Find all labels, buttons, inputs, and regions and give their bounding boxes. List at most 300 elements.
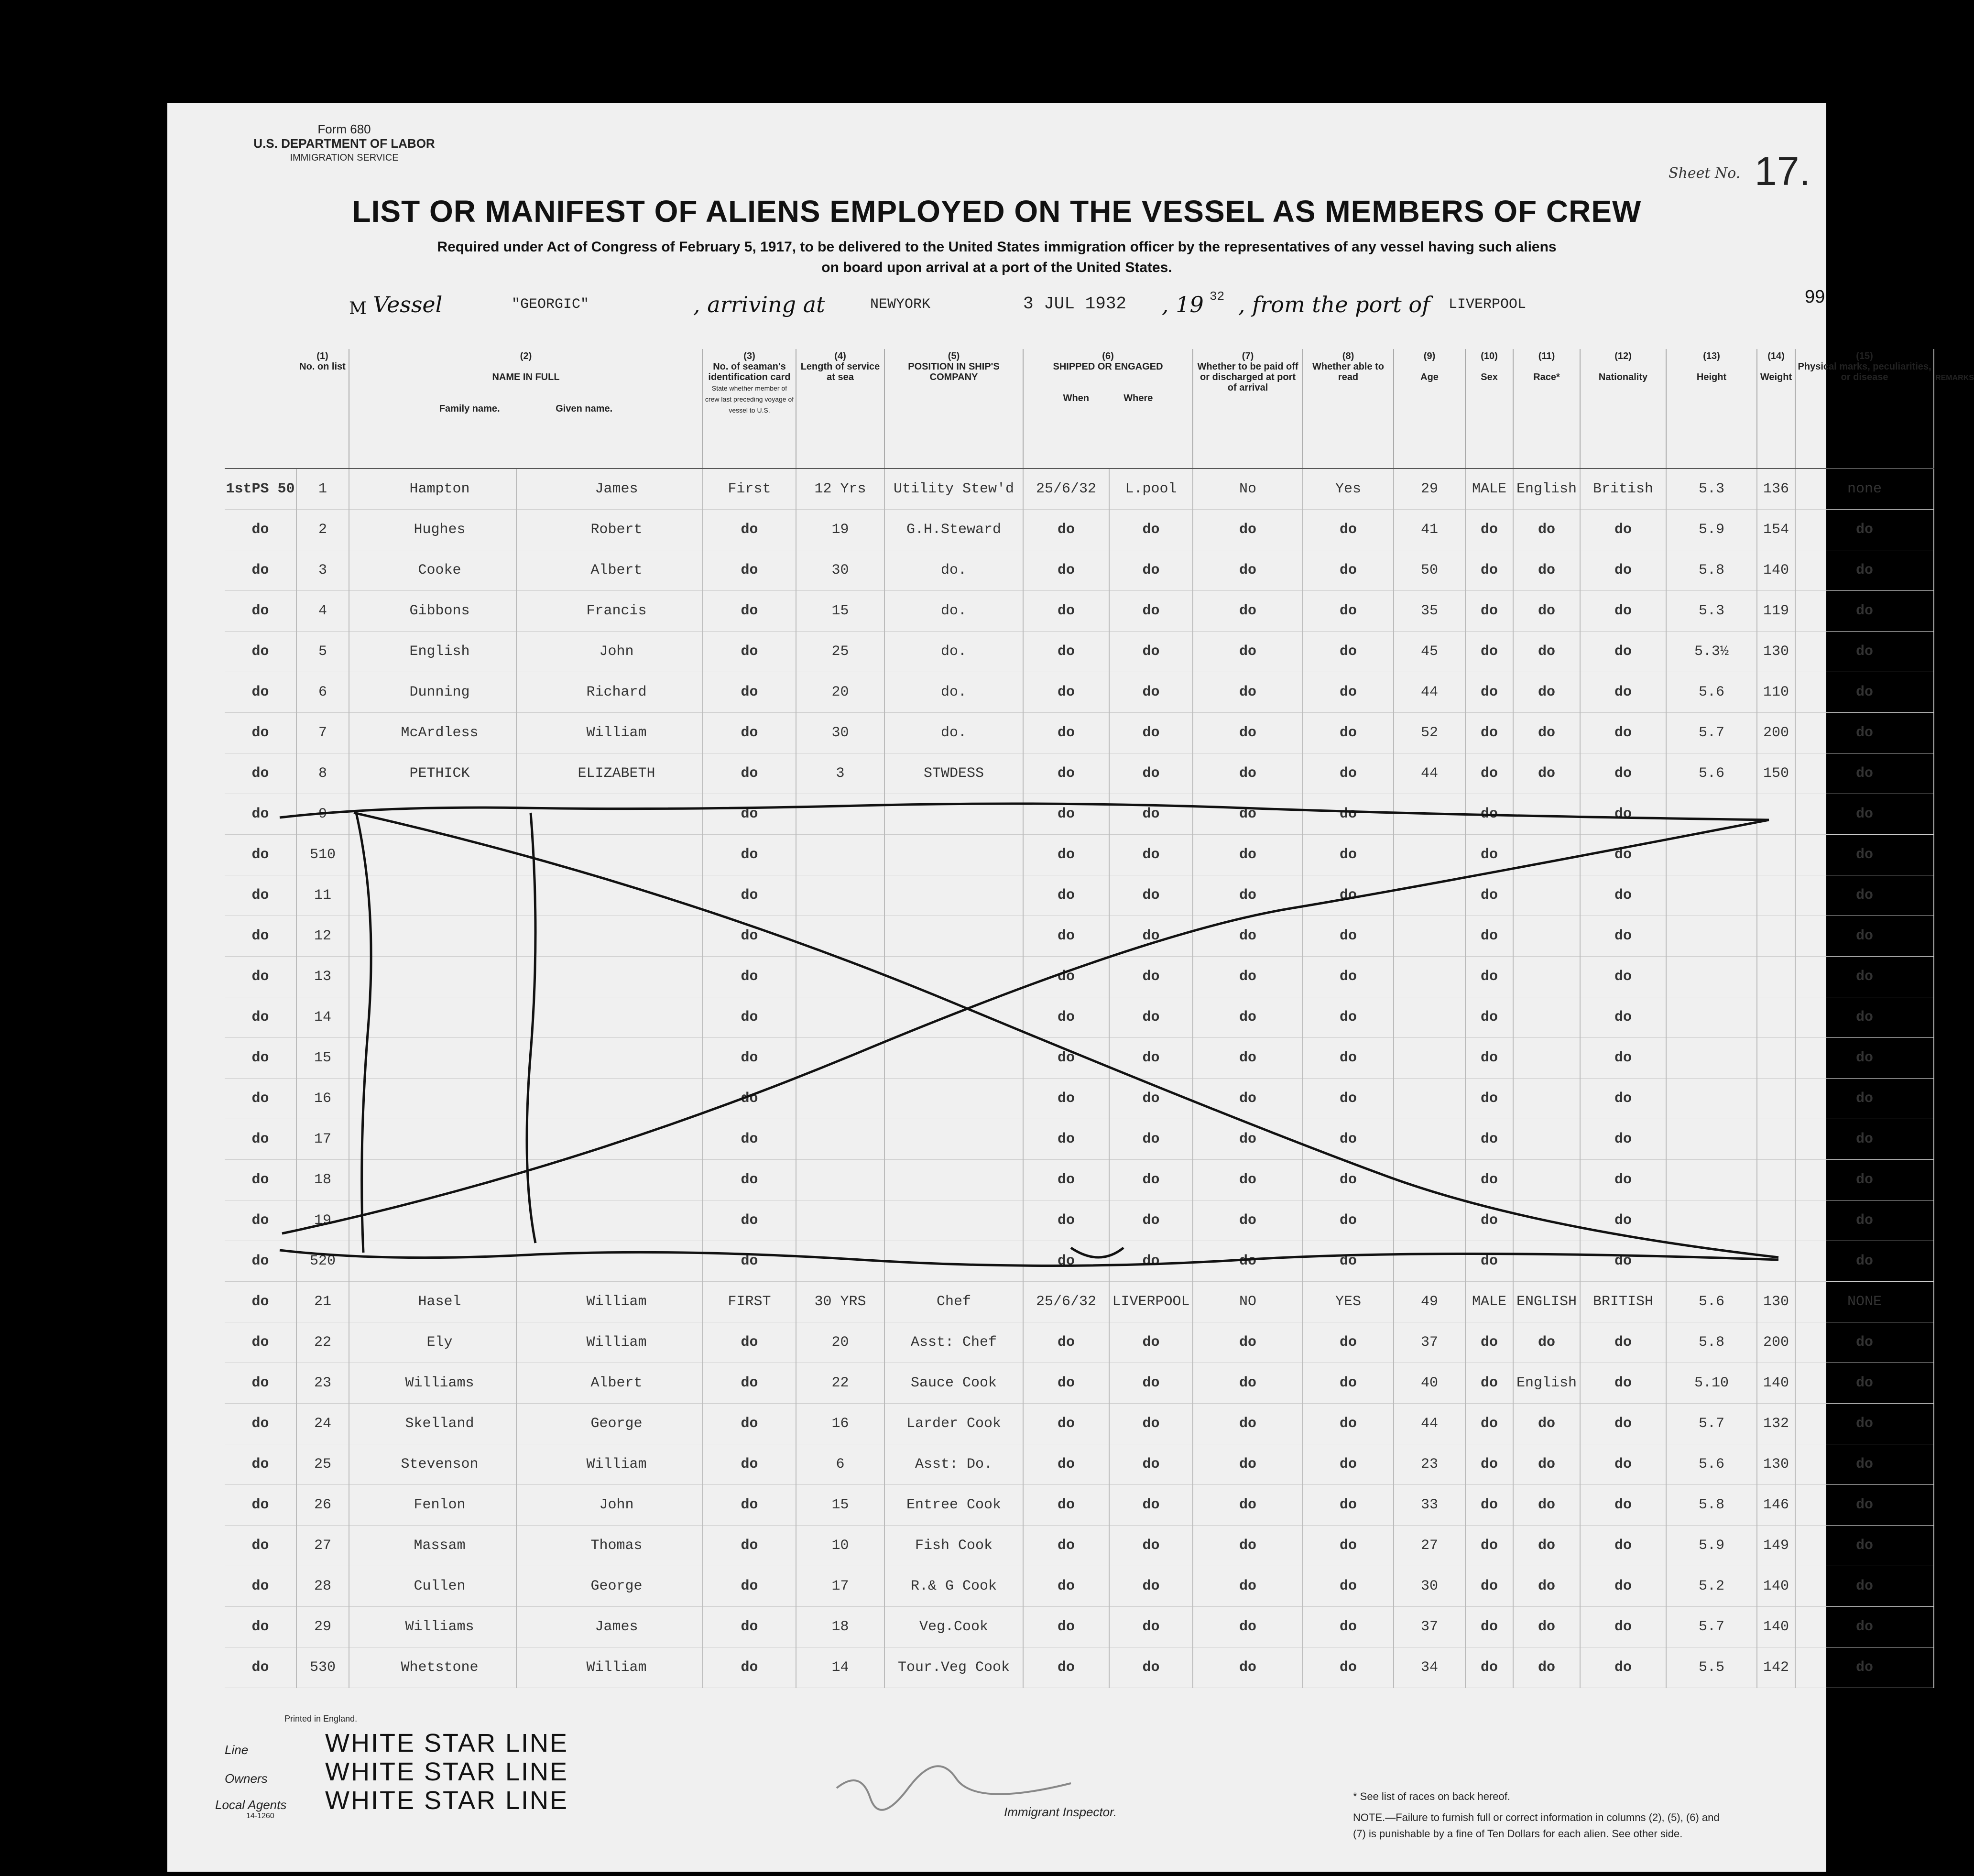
cell-family: Whetstone (349, 1647, 516, 1688)
cell-where: do (1109, 1119, 1193, 1160)
cell-age: 44 (1394, 1404, 1465, 1444)
cell-marks: none (1795, 469, 1934, 510)
cell-when: do (1023, 1566, 1109, 1607)
cell-height: 5.8 (1666, 1485, 1757, 1526)
cell-read: do (1303, 875, 1394, 916)
cell-family: Cooke (349, 550, 516, 591)
cell-paid: do (1193, 1038, 1303, 1079)
form-number: Form 680 (317, 122, 371, 136)
cell-family: Hasel (349, 1282, 516, 1322)
cell-age (1394, 997, 1465, 1038)
cell-where: do (1109, 1566, 1193, 1607)
cell-where: do (1109, 1647, 1193, 1688)
subtitle-line-2: on board upon arrival at a port of the United States. (821, 260, 1172, 275)
cell-length (796, 794, 884, 835)
cell-sex: MALE (1465, 1282, 1513, 1322)
col-length: (4) Length of service at sea (796, 349, 884, 469)
cell-height (1666, 1200, 1757, 1241)
cell-paid: do (1193, 550, 1303, 591)
subtitle-line-1: Required under Act of Congress of February 5, 1917, to be delivered to the United States immigration officer by the representatives of any vessel having such aliens (437, 239, 1557, 255)
cell-paid: do (1193, 753, 1303, 794)
cell-sex: do (1465, 1160, 1513, 1200)
cell-where: do (1109, 753, 1193, 794)
cell-where: do (1109, 1444, 1193, 1485)
cell-weight (1757, 997, 1795, 1038)
year-label: , 19 (1162, 292, 1204, 317)
cell-position (884, 1119, 1023, 1160)
cell-weight: 150 (1757, 753, 1795, 794)
cell-given: Francis (516, 591, 703, 632)
cell-card: do (703, 835, 796, 875)
table-row (225, 835, 1934, 875)
agents-value: WHITE STAR LINE (325, 1786, 569, 1815)
cell-margin: do (225, 1200, 296, 1241)
cell-family (349, 997, 516, 1038)
cell-card: do (703, 1322, 796, 1363)
cell-age: 52 (1394, 713, 1465, 753)
table-row (225, 713, 1934, 753)
cell-where: do (1109, 591, 1193, 632)
cell-race (1513, 1160, 1580, 1200)
table-row (225, 632, 1934, 672)
cell-sex: do (1465, 753, 1513, 794)
cell-height: 5.3 (1666, 469, 1757, 510)
cell-marks: do (1795, 1079, 1934, 1119)
races-note: * See list of races on back hereof. (1353, 1790, 1510, 1802)
cell-where: do (1109, 1241, 1193, 1282)
cell-marks: do (1795, 1607, 1934, 1647)
cell-paid: do (1193, 510, 1303, 550)
cell-when: do (1023, 916, 1109, 957)
cell-given (516, 1160, 703, 1200)
cell-paid: do (1193, 835, 1303, 875)
cell-family: Williams (349, 1363, 516, 1404)
cell-family: Skelland (349, 1404, 516, 1444)
cell-card: do (703, 672, 796, 713)
cell-margin: do (225, 1444, 296, 1485)
table-row (225, 957, 1934, 997)
cell-family: Hughes (349, 510, 516, 550)
cell-where: do (1109, 1079, 1193, 1119)
cell-margin: do (225, 794, 296, 835)
cell-family (349, 1119, 516, 1160)
cell-family (349, 875, 516, 916)
cell-card: do (703, 1607, 796, 1647)
cell-card: do (703, 753, 796, 794)
cell-family: Williams (349, 1607, 516, 1647)
cell-given: John (516, 1485, 703, 1526)
cell-when: do (1023, 632, 1109, 672)
cell-given (516, 794, 703, 835)
cell-nat: BRITISH (1580, 1282, 1666, 1322)
cell-marks: do (1795, 875, 1934, 916)
table-row (225, 1404, 1934, 1444)
cell-no: 24 (296, 1404, 349, 1444)
cell-sex: do (1465, 835, 1513, 875)
cell-when: do (1023, 1485, 1109, 1526)
cell-age (1394, 1079, 1465, 1119)
cell-weight: 110 (1757, 672, 1795, 713)
cell-card: do (703, 1566, 796, 1607)
cell-read: do (1303, 1160, 1394, 1200)
cell-position: Utility Stew'd (884, 469, 1023, 510)
cell-weight: 149 (1757, 1526, 1795, 1566)
table-row (225, 1200, 1934, 1241)
cell-weight: 130 (1757, 1444, 1795, 1485)
vessel-label: Vessel (373, 292, 443, 317)
cell-position: R.& G Cook (884, 1566, 1023, 1607)
cell-no: 13 (296, 957, 349, 997)
cell-card: do (703, 510, 796, 550)
cell-marks: do (1795, 591, 1934, 632)
cell-nat: do (1580, 1200, 1666, 1241)
cell-paid: do (1193, 1119, 1303, 1160)
cell-read: do (1303, 1566, 1394, 1607)
cell-race (1513, 957, 1580, 997)
cell-age: 29 (1394, 469, 1465, 510)
cell-race: do (1513, 1485, 1580, 1526)
cell-card: do (703, 1526, 796, 1566)
cell-margin: do (225, 1607, 296, 1647)
cell-when: do (1023, 672, 1109, 713)
cell-family: Cullen (349, 1566, 516, 1607)
form-block (244, 122, 445, 165)
cell-read: do (1303, 591, 1394, 632)
cell-where: do (1109, 794, 1193, 835)
cell-age: 23 (1394, 1444, 1465, 1485)
table-row (225, 916, 1934, 957)
cell-weight (1757, 794, 1795, 835)
year-value: 32 (1210, 289, 1225, 304)
cell-when: do (1023, 591, 1109, 632)
cell-length: 20 (796, 672, 884, 713)
cell-weight (1757, 1119, 1795, 1160)
cell-age (1394, 1241, 1465, 1282)
from-port: LIVERPOOL (1449, 296, 1527, 313)
cell-weight: 136 (1757, 469, 1795, 510)
cell-marks: do (1795, 672, 1934, 713)
cell-margin: do (225, 510, 296, 550)
cell-margin: do (225, 1566, 296, 1607)
owners-label: Owners (225, 1771, 268, 1786)
cell-weight: 140 (1757, 1607, 1795, 1647)
cell-family (349, 1079, 516, 1119)
table-row (225, 1647, 1934, 1688)
cell-height: 5.6 (1666, 672, 1757, 713)
cell-length: 19 (796, 510, 884, 550)
cell-no: 23 (296, 1363, 349, 1404)
cell-position: do. (884, 591, 1023, 632)
cell-read: do (1303, 1404, 1394, 1444)
printed-note: Printed in England. (284, 1714, 358, 1723)
cell-marks: do (1795, 916, 1934, 957)
cell-given: George (516, 1566, 703, 1607)
table-row (225, 1241, 1934, 1282)
binder-hole (52, 1167, 74, 1189)
cell-card: do (703, 632, 796, 672)
cell-margin: do (225, 1526, 296, 1566)
cell-height (1666, 997, 1757, 1038)
cell-weight: 130 (1757, 1282, 1795, 1322)
cell-given: Albert (516, 1363, 703, 1404)
cell-age: 33 (1394, 1485, 1465, 1526)
cell-position (884, 1241, 1023, 1282)
cell-card: do (703, 875, 796, 916)
cell-no: 22 (296, 1322, 349, 1363)
cell-position (884, 1079, 1023, 1119)
cell-length (796, 1038, 884, 1079)
col-read: (8) Whether able to read (1303, 349, 1394, 469)
cell-race: do (1513, 713, 1580, 753)
table-row (225, 794, 1934, 835)
cell-length: 17 (796, 1566, 884, 1607)
cell-position: do. (884, 550, 1023, 591)
cell-paid: do (1193, 1607, 1303, 1647)
cell-margin: do (225, 835, 296, 875)
cell-age: 37 (1394, 1322, 1465, 1363)
cell-length (796, 835, 884, 875)
cell-age: 44 (1394, 672, 1465, 713)
sheet-label: Sheet No. (1669, 165, 1741, 182)
cell-sex: do (1465, 591, 1513, 632)
cell-given (516, 1038, 703, 1079)
cell-paid: do (1193, 1200, 1303, 1241)
cell-no: 7 (296, 713, 349, 753)
cell-nat: do (1580, 510, 1666, 550)
cell-margin: do (225, 1119, 296, 1160)
cell-where: do (1109, 1160, 1193, 1200)
cell-read: do (1303, 1607, 1394, 1647)
cell-nat: do (1580, 1607, 1666, 1647)
cell-when: do (1023, 835, 1109, 875)
cell-when: do (1023, 1404, 1109, 1444)
cell-length (796, 916, 884, 957)
department: U.S. DEPARTMENT OF LABOR (253, 136, 435, 151)
cell-nat: do (1580, 713, 1666, 753)
cell-length (796, 1079, 884, 1119)
cell-length (796, 875, 884, 916)
cell-margin: do (225, 1282, 296, 1322)
cell-read: do (1303, 794, 1394, 835)
cell-paid: do (1193, 916, 1303, 957)
cell-family (349, 1038, 516, 1079)
cell-sex: do (1465, 510, 1513, 550)
cell-margin: do (225, 1160, 296, 1200)
cell-where: do (1109, 1038, 1193, 1079)
cell-sex: do (1465, 1119, 1513, 1160)
cell-where: do (1109, 713, 1193, 753)
cell-length (796, 1119, 884, 1160)
cell-when: do (1023, 1322, 1109, 1363)
cell-when: do (1023, 1363, 1109, 1404)
line-label: Line (225, 1743, 249, 1757)
cell-weight: 154 (1757, 510, 1795, 550)
cell-when: do (1023, 875, 1109, 916)
table-row (225, 672, 1934, 713)
cell-height: 5.7 (1666, 713, 1757, 753)
cell-no: 27 (296, 1526, 349, 1566)
cell-marks: do (1795, 794, 1934, 835)
inspector-label: Immigrant Inspector. (1004, 1805, 1117, 1819)
cell-read: do (1303, 1200, 1394, 1241)
cell-no: 15 (296, 1038, 349, 1079)
cell-read: do (1303, 510, 1394, 550)
cell-race (1513, 1241, 1580, 1282)
cell-given: John (516, 632, 703, 672)
cell-card: do (703, 1241, 796, 1282)
cell-when: do (1023, 510, 1109, 550)
cell-given (516, 1119, 703, 1160)
cell-margin: 1stPS 50 (225, 469, 296, 510)
cell-paid: do (1193, 1160, 1303, 1200)
cell-length: 14 (796, 1647, 884, 1688)
cell-weight (1757, 1038, 1795, 1079)
cell-given: William (516, 1647, 703, 1688)
cell-nat: do (1580, 1444, 1666, 1485)
cell-position: Veg.Cook (884, 1607, 1023, 1647)
cell-margin: do (225, 1404, 296, 1444)
cell-read: do (1303, 1079, 1394, 1119)
cell-weight (1757, 875, 1795, 916)
cell-height: 5.6 (1666, 1444, 1757, 1485)
cell-height (1666, 1079, 1757, 1119)
cell-no: 2 (296, 510, 349, 550)
cell-age: 35 (1394, 591, 1465, 632)
cell-position: Entree Cook (884, 1485, 1023, 1526)
cell-length: 18 (796, 1607, 884, 1647)
cell-when: do (1023, 794, 1109, 835)
cell-family (349, 1200, 516, 1241)
cell-nat: do (1580, 916, 1666, 957)
cell-race: do (1513, 753, 1580, 794)
cell-length: 16 (796, 1404, 884, 1444)
cell-length: 15 (796, 1485, 884, 1526)
cell-age: 44 (1394, 753, 1465, 794)
cell-sex: do (1465, 1607, 1513, 1647)
cell-given (516, 957, 703, 997)
cell-sex: do (1465, 1485, 1513, 1526)
cell-paid: do (1193, 1485, 1303, 1526)
cell-nat: do (1580, 591, 1666, 632)
cell-paid: do (1193, 997, 1303, 1038)
cell-position (884, 1038, 1023, 1079)
cell-where: do (1109, 1485, 1193, 1526)
cell-height: 5.5 (1666, 1647, 1757, 1688)
cell-position (884, 794, 1023, 835)
cell-age: 27 (1394, 1526, 1465, 1566)
cell-nat: do (1580, 753, 1666, 794)
cell-card: do (703, 591, 796, 632)
cell-read: do (1303, 1241, 1394, 1282)
cell-paid: do (1193, 1322, 1303, 1363)
cell-nat: do (1580, 1485, 1666, 1526)
cell-position: STWDESS (884, 753, 1023, 794)
cell-sex: do (1465, 997, 1513, 1038)
cell-marks: do (1795, 1485, 1934, 1526)
cell-read: do (1303, 957, 1394, 997)
cell-margin: do (225, 1079, 296, 1119)
cell-given: William (516, 1444, 703, 1485)
cell-nat: do (1580, 997, 1666, 1038)
cell-family: Stevenson (349, 1444, 516, 1485)
cell-family: Ely (349, 1322, 516, 1363)
cell-height (1666, 1038, 1757, 1079)
cell-height: 5.7 (1666, 1404, 1757, 1444)
cell-card: do (703, 1444, 796, 1485)
cell-sex: do (1465, 672, 1513, 713)
cell-sex: do (1465, 1647, 1513, 1688)
cell-weight: 200 (1757, 1322, 1795, 1363)
vessel-prefix: M (349, 299, 367, 318)
cell-where: do (1109, 835, 1193, 875)
cell-card: do (703, 997, 796, 1038)
cell-paid: NO (1193, 1282, 1303, 1322)
cell-family (349, 835, 516, 875)
col-shipped: (6) SHIPPED OR ENGAGED When Where (1023, 349, 1193, 469)
cell-sex: do (1465, 1526, 1513, 1566)
cell-margin: do (225, 957, 296, 997)
cell-read: do (1303, 1363, 1394, 1404)
cell-position: do. (884, 632, 1023, 672)
cell-when: do (1023, 1241, 1109, 1282)
cell-family (349, 957, 516, 997)
cell-race: do (1513, 510, 1580, 550)
col-card: (3) No. of seaman's identification card State whether member of crew last preceding voyage of vessel to U.S. (703, 349, 796, 469)
cell-height: 5.6 (1666, 1282, 1757, 1322)
cell-no: 5 (296, 632, 349, 672)
cell-length: 25 (796, 632, 884, 672)
cell-margin: do (225, 1363, 296, 1404)
col-race: (11) Race* (1513, 349, 1580, 469)
cell-sex: MALE (1465, 469, 1513, 510)
cell-height (1666, 1119, 1757, 1160)
cell-where: do (1109, 632, 1193, 672)
cell-margin: do (225, 1322, 296, 1363)
cell-marks: do (1795, 957, 1934, 997)
cell-length: 12 Yrs (796, 469, 884, 510)
cell-race: do (1513, 1607, 1580, 1647)
cell-no: 510 (296, 835, 349, 875)
arrival-port: NEWYORK (870, 296, 931, 313)
cell-margin: do (225, 916, 296, 957)
cell-no: 3 (296, 550, 349, 591)
line-value: WHITE STAR LINE (325, 1729, 569, 1757)
cell-when: do (1023, 1444, 1109, 1485)
cell-where: do (1109, 510, 1193, 550)
cell-length: 15 (796, 591, 884, 632)
cell-no: 19 (296, 1200, 349, 1241)
cell-read: do (1303, 916, 1394, 957)
agents-code: 14-1260 (246, 1812, 274, 1820)
cell-race: do (1513, 550, 1580, 591)
cell-position (884, 1160, 1023, 1200)
cell-sex: do (1465, 1363, 1513, 1404)
cell-paid: do (1193, 713, 1303, 753)
cell-given: James (516, 469, 703, 510)
cell-race (1513, 1119, 1580, 1160)
cell-no: 530 (296, 1647, 349, 1688)
cell-margin: do (225, 550, 296, 591)
cell-where: do (1109, 1526, 1193, 1566)
cell-family: Dunning (349, 672, 516, 713)
cell-race: do (1513, 1526, 1580, 1566)
cell-weight: 140 (1757, 1566, 1795, 1607)
cell-margin: do (225, 591, 296, 632)
cell-nat: do (1580, 957, 1666, 997)
cell-paid: do (1193, 1444, 1303, 1485)
table-row (225, 469, 1934, 510)
cell-race: do (1513, 632, 1580, 672)
